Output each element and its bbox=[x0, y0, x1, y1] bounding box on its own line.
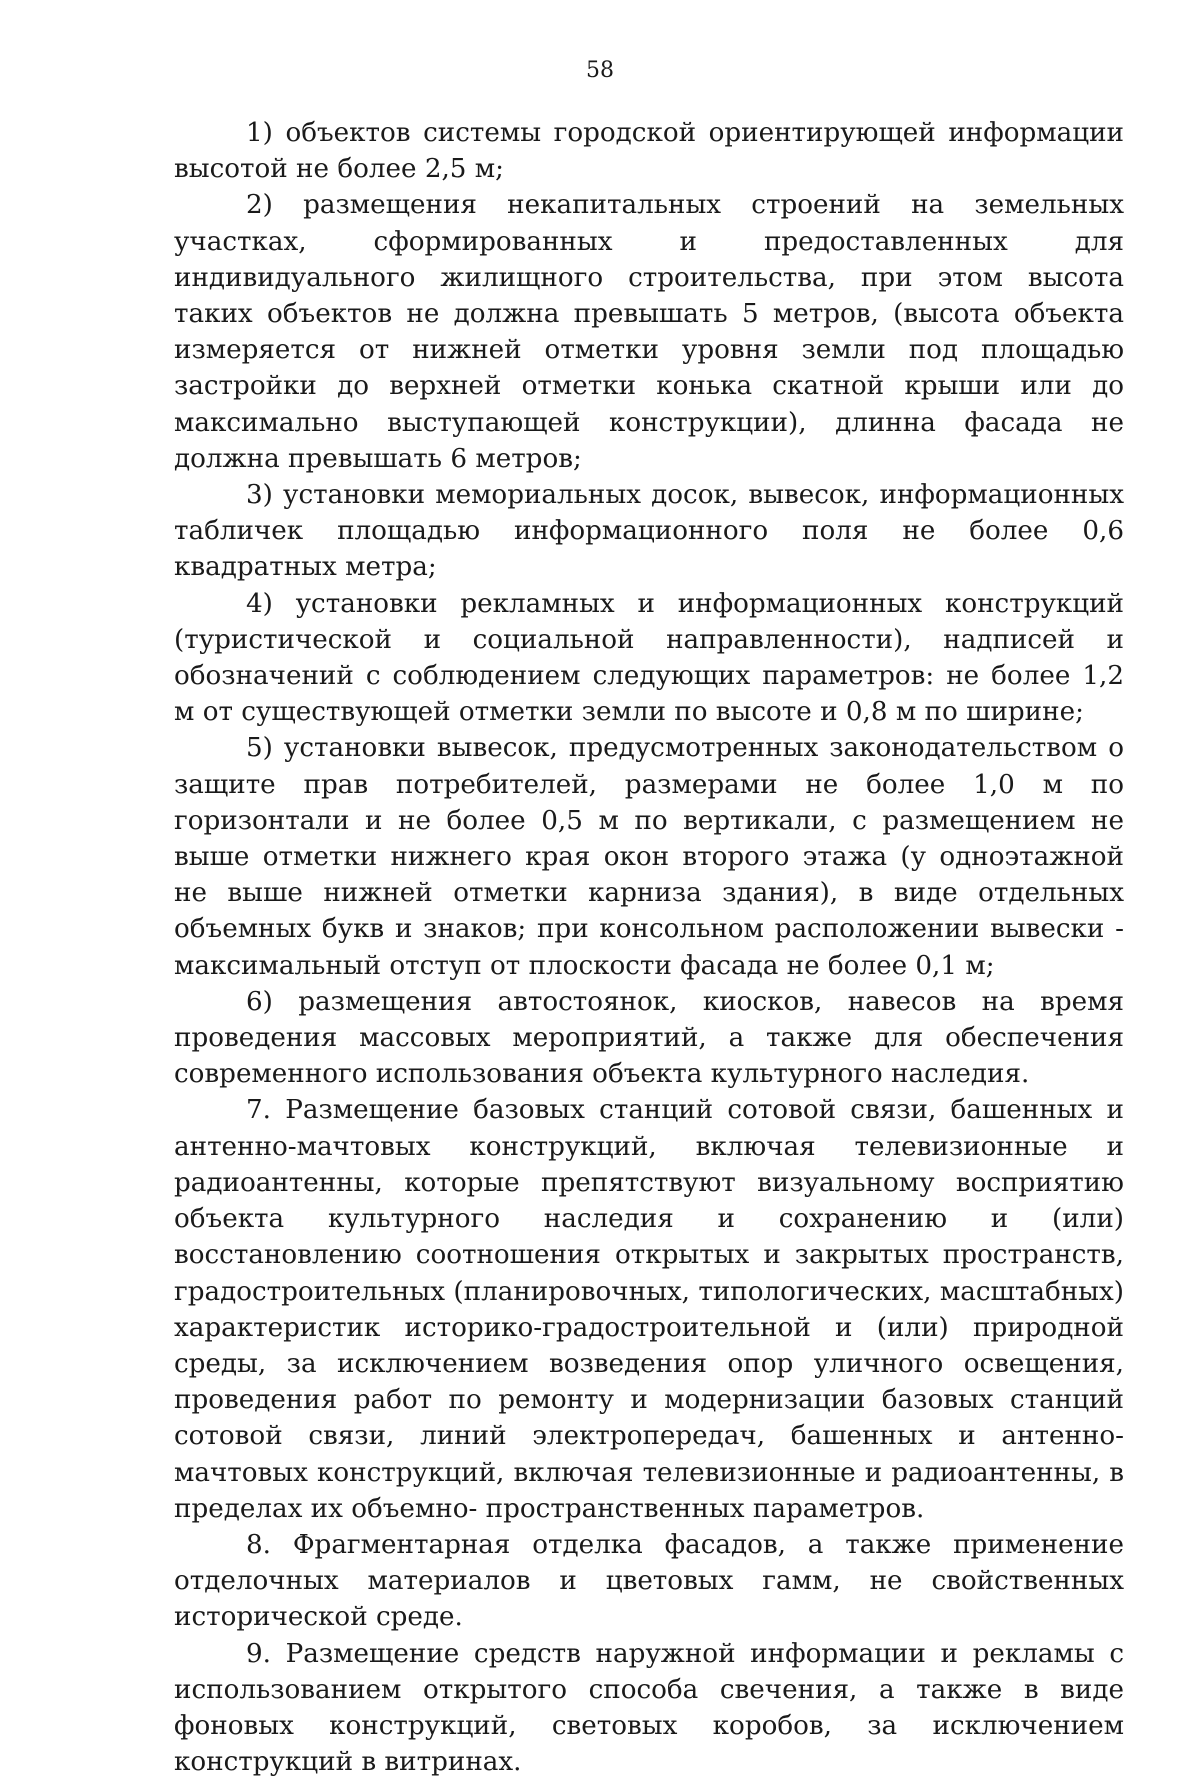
paragraph-item-5: 5) установки вывесок, предусмотренных законодательством о защите прав потребителей, размерами не более 1,0 м по горизонтали и не более 0,5 м по вертикали, с размещением не выше отметки нижнего края окон второго этажа (у одноэтажной не выше нижней отметки карниза здания), в виде отдельных объемных букв и знаков; при консольном расположении вывески - максимальный отступ от плоскости фасада не более 0,1 м; bbox=[174, 733, 1124, 981]
paragraph-item-4: 4) установки рекламных и информационных конструкций (туристической и социальной направленности), надписей и обозначений с соблюдением следующих параметров: не более 1,2 м от существующей отметки земли по высоте и 0,8 м по ширине; bbox=[174, 588, 1124, 728]
paragraph-item-1: 1) объектов системы городской ориентирующей информации высотой не более 2,5 м; bbox=[174, 118, 1124, 185]
paragraph-item-2: 2) размещения некапитальных строений на земельных участках, сформированных и предоставленных для индивидуального жилищного строительства, при этом высота таких объектов не должна превышать 5 метров, (высота объекта измеряется от нижней отметки уровня земли под площадью застройки до верхней отметки конька скатной крыши или до максимально выступающей конструкции), длинна фасада не должна превышать 6 метров; bbox=[174, 190, 1124, 474]
page-number: 58 bbox=[586, 58, 614, 83]
paragraph-point-8: 8. Фрагментарная отделка фасадов, а также применение отделочных материалов и цветовых гамм, не свойственных исторической среде. bbox=[174, 1529, 1124, 1633]
paragraph-item-6: 6) размещения автостоянок, киосков, навесов на время проведения массовых мероприятий, а также для обеспечения современного использования объекта культурного наследия. bbox=[174, 986, 1124, 1090]
document-body bbox=[174, 115, 1124, 1780]
paragraph-item-3: 3) установки мемориальных досок, вывесок, информационных табличек площадью информационного поля не более 0,6 квадратных метра; bbox=[174, 480, 1124, 583]
paragraph-point-7: 7. Размещение базовых станций сотовой связи, башенных и антенно-мачтовых конструкций, включая телевизионные и радиоантенны, которые препятствуют визуальному восприятию объекта культурного наследия и сохранению и (или) восстановлению соотношения открытых и закрытых пространств, градостроительных (планировочных, типологических, масштабных) характеристик историко-градостроительной и (или) природной среды, за исключением возведения опор уличного освещения, проведения работ по ремонту и модернизации базовых станций сотовой связи, линий электропередач, башенных и антенно-мачтовых конструкций, включая телевизионные и радиоантенны, в пределах их объемно- пространственных параметров. bbox=[174, 1095, 1124, 1524]
paragraph-point-9: 9. Размещение средств наружной информации и рекламы с использованием открытого способа свечения, а также в виде фоновых конструкций, световых коробов, за исключением конструкций в витринах. bbox=[174, 1638, 1124, 1778]
